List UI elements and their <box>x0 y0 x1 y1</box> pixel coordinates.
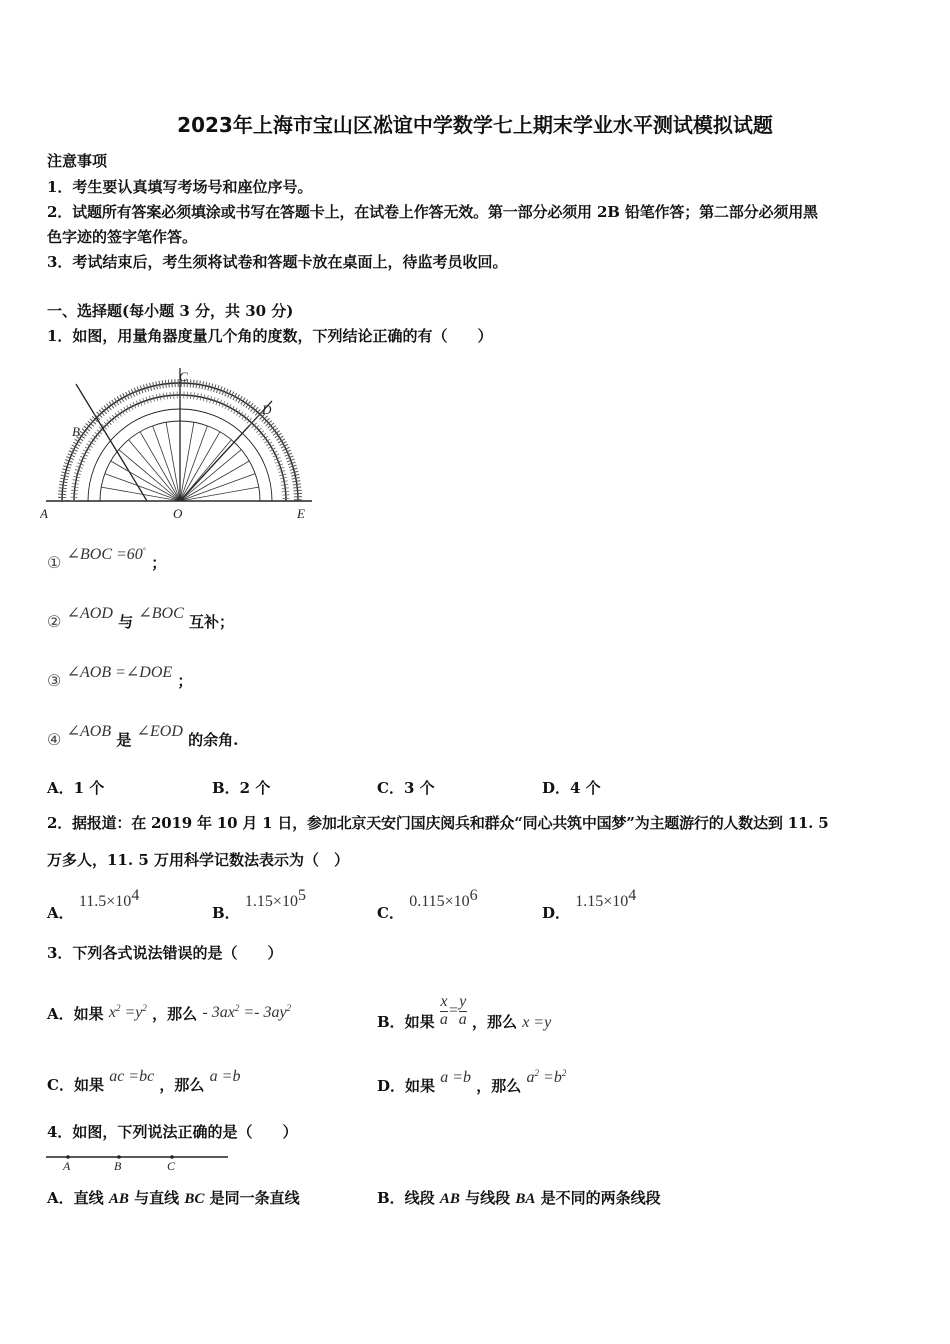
math-expression: ac =bc <box>109 1068 155 1085</box>
statement-1 <box>47 546 167 572</box>
point-label: B <box>72 424 80 439</box>
option-b[interactable] <box>377 1191 661 1207</box>
exponent: 2 <box>142 1003 147 1013</box>
exponent: 2 <box>286 1003 292 1013</box>
option-text: B．线段 <box>377 1189 440 1207</box>
math-expression: 0.115×10 <box>409 893 470 910</box>
option-label: A．如果 <box>47 1005 104 1023</box>
notice-item: 1．考生要认真填写考场号和座位序号。 <box>47 178 313 196</box>
option-text: 与直线 <box>128 1189 185 1207</box>
statement-2 <box>47 605 235 631</box>
math-expression: 1.15×10 <box>575 893 629 910</box>
point-label: O <box>173 506 183 521</box>
fraction-denominator: a <box>439 1010 448 1028</box>
notice-item: 色字迹的签字笔作答。 <box>47 228 198 246</box>
math-expression: a =b <box>440 1069 472 1086</box>
math-expression: AB <box>108 1191 129 1207</box>
option-text: ，那么 <box>471 1012 517 1031</box>
option-b[interactable] <box>212 887 306 922</box>
question-2-stem: 2．据报道：在 2019 年 10 月 1 日，参加北京天安门国庆阅兵和群众“同心共筑中国梦”为主题游行的人数达到 11. 5 <box>47 814 829 832</box>
statement-number: ④ <box>47 730 62 749</box>
option-text: ，那么 <box>476 1077 522 1095</box>
option-text: A．直线 <box>47 1189 109 1207</box>
question-2-stem-cont: 万多人，11. 5 万用科学记数法表示为（ ） <box>47 851 349 869</box>
fraction-numerator: y <box>459 993 467 1010</box>
point-label: C <box>167 1159 176 1173</box>
math-expression: =y <box>120 1004 143 1021</box>
exponent: 2 <box>561 1068 567 1078</box>
math-expression: 11.5×10 <box>78 893 132 910</box>
exponent: 6 <box>469 887 478 904</box>
protractor-figure <box>40 360 320 525</box>
math-expression: BA <box>515 1191 536 1207</box>
point-label: D <box>262 402 272 417</box>
question-3-stem: 3．下列各式说法错误的是（ ） <box>47 944 283 962</box>
option-text: ，那么 <box>159 1076 205 1094</box>
option-label: D．如果 <box>377 1077 436 1095</box>
statement-number: ② <box>47 612 62 631</box>
statement-number: ① <box>47 553 62 572</box>
statement-number: ③ <box>47 671 62 690</box>
option-b[interactable]: B．2 个 <box>212 779 271 797</box>
option-a[interactable]: A．1 个 <box>47 779 105 797</box>
math-expression: 1.15×10 <box>244 893 298 910</box>
option-letter: A． <box>47 904 74 922</box>
option-b[interactable] <box>377 993 552 1041</box>
fraction-denominator: a <box>458 1010 467 1028</box>
option-a[interactable] <box>47 1003 292 1023</box>
option-d[interactable] <box>377 1068 567 1095</box>
math-expression: AB <box>439 1191 460 1207</box>
notice-item: 2．试题所有答案必须填涂或书写在答题卡上，在试卷上作答无效。第一部分必须用 2B 铅笔作答；第二部分必须用黑 <box>47 203 818 221</box>
option-letter: B． <box>212 904 240 922</box>
statement-suffix: 的余角. <box>188 731 239 749</box>
option-d[interactable]: D．4 个 <box>542 779 601 797</box>
point-label: C <box>179 369 188 384</box>
math-expression: =b <box>539 1069 562 1086</box>
point-label: A <box>40 506 48 521</box>
point-label: A <box>63 1159 71 1173</box>
degree-sign: ° <box>142 546 146 555</box>
math-expression: ∠EOD <box>136 723 183 740</box>
statement-suffix: ； <box>151 554 167 572</box>
option-text: 是不同的两条线段 <box>535 1189 661 1207</box>
math-expression: ∠BOC =60 <box>66 546 143 563</box>
point-label: B <box>114 1159 122 1173</box>
math-expression: ∠AOD <box>66 605 113 622</box>
exponent: 4 <box>131 887 140 904</box>
statement-text: 是 <box>116 731 132 749</box>
option-c[interactable]: C．3 个 <box>377 779 435 797</box>
notice-heading: 注意事项 <box>47 152 108 170</box>
option-label: C．如果 <box>47 1076 104 1094</box>
math-expression: x <box>108 1004 116 1021</box>
exponent: 2 <box>534 1068 540 1078</box>
statement-suffix: 互补； <box>189 613 235 631</box>
math-expression: ∠AOB =∠DOE <box>66 664 173 681</box>
math-expression: ∠BOC <box>138 605 184 622</box>
statement-text: 与 <box>118 613 134 631</box>
math-expression: = <box>447 1001 459 1019</box>
math-expression: =- 3ay <box>239 1004 287 1021</box>
option-letter: C． <box>377 904 404 922</box>
math-expression: BC <box>184 1191 205 1207</box>
math-expression: - 3ax <box>202 1004 235 1021</box>
section-heading: 一、选择题(每小题 3 分，共 30 分) <box>47 302 294 320</box>
exponent: 5 <box>297 887 306 904</box>
math-expression: a =b <box>209 1068 241 1085</box>
statement-3 <box>47 664 193 690</box>
option-text: ，那么 <box>152 1005 198 1023</box>
math-expression: x =y <box>522 1013 552 1031</box>
option-label: B．如果 <box>377 1012 435 1031</box>
exponent: 2 <box>115 1003 121 1013</box>
option-text: 是同一条直线 <box>204 1189 300 1207</box>
point-label: E <box>297 506 305 521</box>
option-c[interactable] <box>47 1068 241 1094</box>
option-letter: D． <box>542 904 571 922</box>
page-title: 2023年上海市宝山区凇谊中学数学七上期末学业水平测试模拟试题 <box>177 113 773 137</box>
option-a[interactable] <box>47 1191 300 1207</box>
exponent: 2 <box>234 1003 240 1013</box>
math-expression: ∠AOB <box>66 723 112 740</box>
exponent: 4 <box>628 887 637 904</box>
option-c[interactable] <box>377 887 478 922</box>
math-expression: a <box>526 1069 535 1086</box>
notice-item: 3．考试结束后，考生须将试卷和答题卡放在桌面上，待监考员收回。 <box>47 253 508 271</box>
option-d[interactable] <box>542 887 637 922</box>
statement-suffix: ； <box>177 672 193 690</box>
option-a[interactable] <box>47 887 140 922</box>
option-text: 与线段 <box>459 1189 516 1207</box>
fraction-numerator: x <box>440 993 448 1010</box>
question-4-stem: 4．如图，下列说法正确的是（ ） <box>47 1123 298 1141</box>
line-figure <box>44 1150 234 1176</box>
statement-4 <box>47 723 239 749</box>
question-1-stem: 1．如图，用量角器度量几个角的度数，下列结论正确的有（ ） <box>47 327 493 345</box>
